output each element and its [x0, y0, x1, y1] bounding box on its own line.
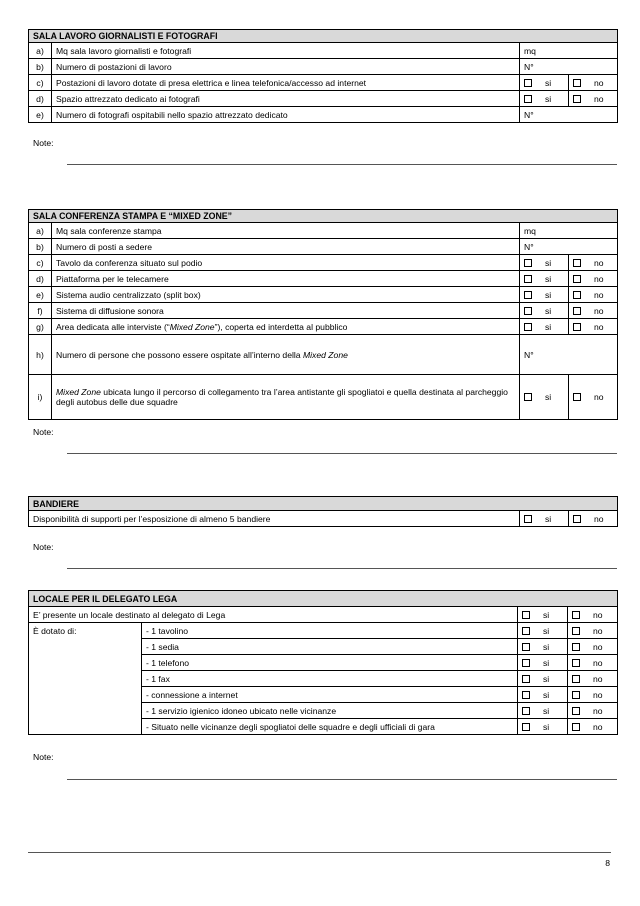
value-field[interactable] — [520, 59, 618, 75]
table-row — [29, 623, 618, 639]
no-checkbox[interactable] — [573, 515, 581, 523]
no-label: no — [594, 273, 604, 284]
yes-label: si — [545, 289, 552, 300]
section-title: SALA CONFERENZA STAMPA E “MIXED ZONE” — [29, 210, 618, 223]
section-header — [29, 30, 618, 43]
row-letter: d) — [29, 271, 52, 287]
row-letter: a) — [29, 43, 52, 59]
note-label: Note: — [33, 138, 54, 148]
row-text: Mq sala lavoro giornalisti e fotografi — [52, 43, 520, 59]
row-text: Numero di fotografi ospitabili nello spazio attrezzato dedicato — [52, 107, 520, 123]
yes-label: si — [545, 305, 552, 316]
yes-option — [520, 375, 569, 420]
item-text: - 1 sedia — [142, 639, 518, 655]
no-checkbox[interactable] — [573, 275, 581, 283]
no-option — [569, 75, 618, 91]
yes-label: si — [543, 705, 550, 716]
no-option — [569, 271, 618, 287]
yes-option — [518, 687, 568, 703]
yes-checkbox[interactable] — [522, 707, 530, 715]
unit-label: N° — [524, 349, 534, 360]
unit-label: mq — [524, 225, 536, 236]
table-row — [29, 287, 618, 303]
no-checkbox[interactable] — [573, 259, 581, 267]
yes-option — [520, 287, 569, 303]
note-label: Note: — [33, 752, 54, 762]
value-field[interactable] — [520, 107, 618, 123]
row-letter: b) — [29, 239, 52, 255]
yes-checkbox[interactable] — [524, 323, 532, 331]
item-text: - Situato nelle vicinanze degli spogliatoi delle squadre e degli ufficiali di gara — [142, 719, 518, 735]
no-label: no — [593, 705, 603, 716]
row-text: Sistema di diffusione sonora — [52, 303, 520, 319]
yes-option — [520, 271, 569, 287]
yes-checkbox[interactable] — [522, 611, 530, 619]
row-text: Mq sala conferenze stampa — [52, 223, 520, 239]
unit-label: N° — [524, 109, 534, 120]
no-checkbox[interactable] — [573, 323, 581, 331]
no-label: no — [593, 625, 603, 636]
yes-checkbox[interactable] — [522, 723, 530, 731]
value-field[interactable] — [520, 43, 618, 59]
yes-checkbox[interactable] — [524, 275, 532, 283]
table-row — [29, 91, 618, 107]
table-row — [29, 59, 618, 75]
section-header — [29, 210, 618, 223]
row-text: Mixed Zone ubicata lungo il percorso di collegamento tra l’area antistante gli spogliatoi e quella destinata al parcheggio degli autobus delle due squadre — [52, 375, 520, 420]
row-text: E’ presente un locale destinato al delegato di Lega — [29, 607, 518, 623]
no-label: no — [594, 321, 604, 332]
locale-delegato-table — [28, 590, 618, 735]
section-title: BANDIERE — [29, 497, 618, 511]
emphasis-text: Mixed Zone — [169, 321, 215, 332]
sala-conferenza-table — [28, 209, 618, 420]
note-line[interactable] — [67, 453, 617, 454]
yes-label: si — [545, 257, 552, 268]
section-header — [29, 497, 618, 511]
table-row — [29, 607, 618, 623]
yes-label: si — [543, 609, 550, 620]
yes-checkbox[interactable] — [522, 643, 530, 651]
unit-label: N° — [524, 61, 534, 72]
table-row — [29, 223, 618, 239]
table-row — [29, 239, 618, 255]
bandiere-table — [28, 496, 618, 527]
table-row — [29, 255, 618, 271]
no-label: no — [593, 673, 603, 684]
yes-label: si — [545, 513, 552, 524]
yes-label: si — [545, 93, 552, 104]
row-letter: c) — [29, 75, 52, 91]
row-letter: e) — [29, 107, 52, 123]
item-text: - 1 fax — [142, 671, 518, 687]
yes-option — [518, 671, 568, 687]
no-option — [569, 319, 618, 335]
yes-label: si — [545, 392, 552, 402]
no-checkbox[interactable] — [572, 723, 580, 731]
sala-lavoro-table — [28, 29, 618, 123]
table-row — [29, 271, 618, 287]
row-text: Tavolo da conferenza situato sul podio — [52, 255, 520, 271]
no-label: no — [594, 392, 604, 402]
yes-checkbox[interactable] — [524, 95, 532, 103]
yes-label: si — [543, 689, 550, 700]
yes-label: si — [543, 721, 550, 732]
table-row — [29, 43, 618, 59]
yes-option — [518, 639, 568, 655]
yes-option — [518, 703, 568, 719]
section-title: LOCALE PER IL DELEGATO LEGA — [29, 591, 618, 607]
yes-label: si — [545, 321, 552, 332]
yes-checkbox[interactable] — [524, 291, 532, 299]
yes-label: si — [543, 673, 550, 684]
no-checkbox[interactable] — [573, 95, 581, 103]
table-row — [29, 303, 618, 319]
yes-label: si — [543, 657, 550, 668]
row-letter: f) — [29, 303, 52, 319]
row-text: Numero di postazioni di lavoro — [52, 59, 520, 75]
no-option — [568, 607, 618, 623]
table-row — [29, 75, 618, 91]
yes-checkbox[interactable] — [524, 393, 532, 401]
no-checkbox[interactable] — [573, 393, 581, 401]
unit-label: mq — [524, 45, 536, 56]
yes-checkbox[interactable] — [522, 659, 530, 667]
row-text: Numero di persone che possono essere ospitate all’interno della Mixed Zone — [52, 335, 520, 375]
no-label: no — [593, 689, 603, 700]
row-text: Spazio attrezzato dedicato ai fotografi — [52, 91, 520, 107]
yes-checkbox[interactable] — [522, 627, 530, 635]
no-checkbox[interactable] — [572, 627, 580, 635]
note-line[interactable] — [67, 164, 617, 165]
yes-checkbox[interactable] — [522, 675, 530, 683]
emphasis-text: Mixed Zone — [302, 349, 348, 360]
no-label: no — [594, 257, 604, 268]
row-text: Numero di posti a sedere — [52, 239, 520, 255]
yes-option — [518, 655, 568, 671]
yes-label: si — [543, 641, 550, 652]
row-text: Postazioni di lavoro dotate di presa elettrica e linea telefonica/accesso ad internet — [52, 75, 520, 91]
no-option — [569, 511, 618, 527]
yes-option — [520, 91, 569, 107]
row-letter: i) — [29, 375, 52, 420]
no-option — [568, 719, 618, 735]
no-option — [569, 255, 618, 271]
row-letter: g) — [29, 319, 52, 335]
no-checkbox[interactable] — [572, 643, 580, 651]
no-checkbox[interactable] — [572, 707, 580, 715]
item-text: - 1 tavolino — [142, 623, 518, 639]
row-letter: d) — [29, 91, 52, 107]
yes-checkbox[interactable] — [524, 307, 532, 315]
note-line[interactable] — [67, 568, 617, 569]
row-letter: c) — [29, 255, 52, 271]
no-option — [569, 303, 618, 319]
page-number: 8 — [605, 858, 610, 868]
no-label: no — [594, 77, 604, 88]
no-option — [568, 639, 618, 655]
no-label: no — [594, 93, 604, 104]
row-letter: a) — [29, 223, 52, 239]
yes-checkbox[interactable] — [524, 79, 532, 87]
row-text: Sistema audio centralizzato (split box) — [52, 287, 520, 303]
no-checkbox[interactable] — [572, 611, 580, 619]
yes-option — [520, 303, 569, 319]
no-label: no — [593, 641, 603, 652]
row-letter: h) — [29, 335, 52, 375]
value-field[interactable] — [520, 223, 618, 239]
no-label: no — [593, 721, 603, 732]
yes-checkbox[interactable] — [524, 515, 532, 523]
yes-label: si — [545, 273, 552, 284]
table-row — [29, 511, 618, 527]
yes-option — [518, 719, 568, 735]
no-checkbox[interactable] — [573, 79, 581, 87]
no-checkbox[interactable] — [573, 307, 581, 315]
yes-label: si — [545, 77, 552, 88]
no-checkbox[interactable] — [572, 659, 580, 667]
yes-option — [518, 623, 568, 639]
yes-option — [520, 319, 569, 335]
no-checkbox[interactable] — [573, 291, 581, 299]
yes-checkbox[interactable] — [522, 691, 530, 699]
item-text: - 1 telefono — [142, 655, 518, 671]
item-text: - 1 servizio igienico idoneo ubicato nelle vicinanze — [142, 703, 518, 719]
yes-checkbox[interactable] — [524, 259, 532, 267]
section-title: SALA LAVORO GIORNALISTI E FOTOGRAFI — [29, 30, 618, 43]
equipped-label: È dotato di: — [29, 623, 142, 735]
yes-label: si — [543, 625, 550, 636]
table-row — [29, 335, 618, 375]
table-row — [29, 375, 618, 420]
row-text: Area dedicata alle interviste (“Mixed Zone”), coperta ed interdetta al pubblico — [52, 319, 520, 335]
no-option — [568, 703, 618, 719]
note-label: Note: — [33, 542, 54, 552]
no-option — [569, 91, 618, 107]
row-text: Disponibilità di supporti per l’esposizione di almeno 5 bandiere — [29, 511, 520, 527]
no-checkbox[interactable] — [572, 691, 580, 699]
emphasis-text: Mixed Zone — [56, 387, 101, 397]
value-field[interactable] — [520, 239, 618, 255]
note-label: Note: — [33, 427, 54, 437]
row-letter: e) — [29, 287, 52, 303]
yes-option — [520, 255, 569, 271]
no-label: no — [593, 609, 603, 620]
row-text: Piattaforma per le telecamere — [52, 271, 520, 287]
yes-option — [518, 607, 568, 623]
no-label: no — [594, 289, 604, 300]
item-text: - connessione a internet — [142, 687, 518, 703]
no-option — [568, 623, 618, 639]
table-row — [29, 107, 618, 123]
row-letter: b) — [29, 59, 52, 75]
no-label: no — [594, 305, 604, 316]
no-option — [568, 655, 618, 671]
footer-divider — [28, 852, 611, 853]
section-header — [29, 591, 618, 607]
no-option — [568, 687, 618, 703]
no-label: no — [593, 657, 603, 668]
note-line[interactable] — [67, 779, 617, 780]
yes-option — [520, 75, 569, 91]
no-option — [569, 375, 618, 420]
no-option — [569, 287, 618, 303]
value-field[interactable] — [520, 335, 618, 375]
no-label: no — [594, 513, 604, 524]
table-row — [29, 319, 618, 335]
no-option — [568, 671, 618, 687]
yes-option — [520, 511, 569, 527]
unit-label: N° — [524, 241, 534, 252]
no-checkbox[interactable] — [572, 675, 580, 683]
